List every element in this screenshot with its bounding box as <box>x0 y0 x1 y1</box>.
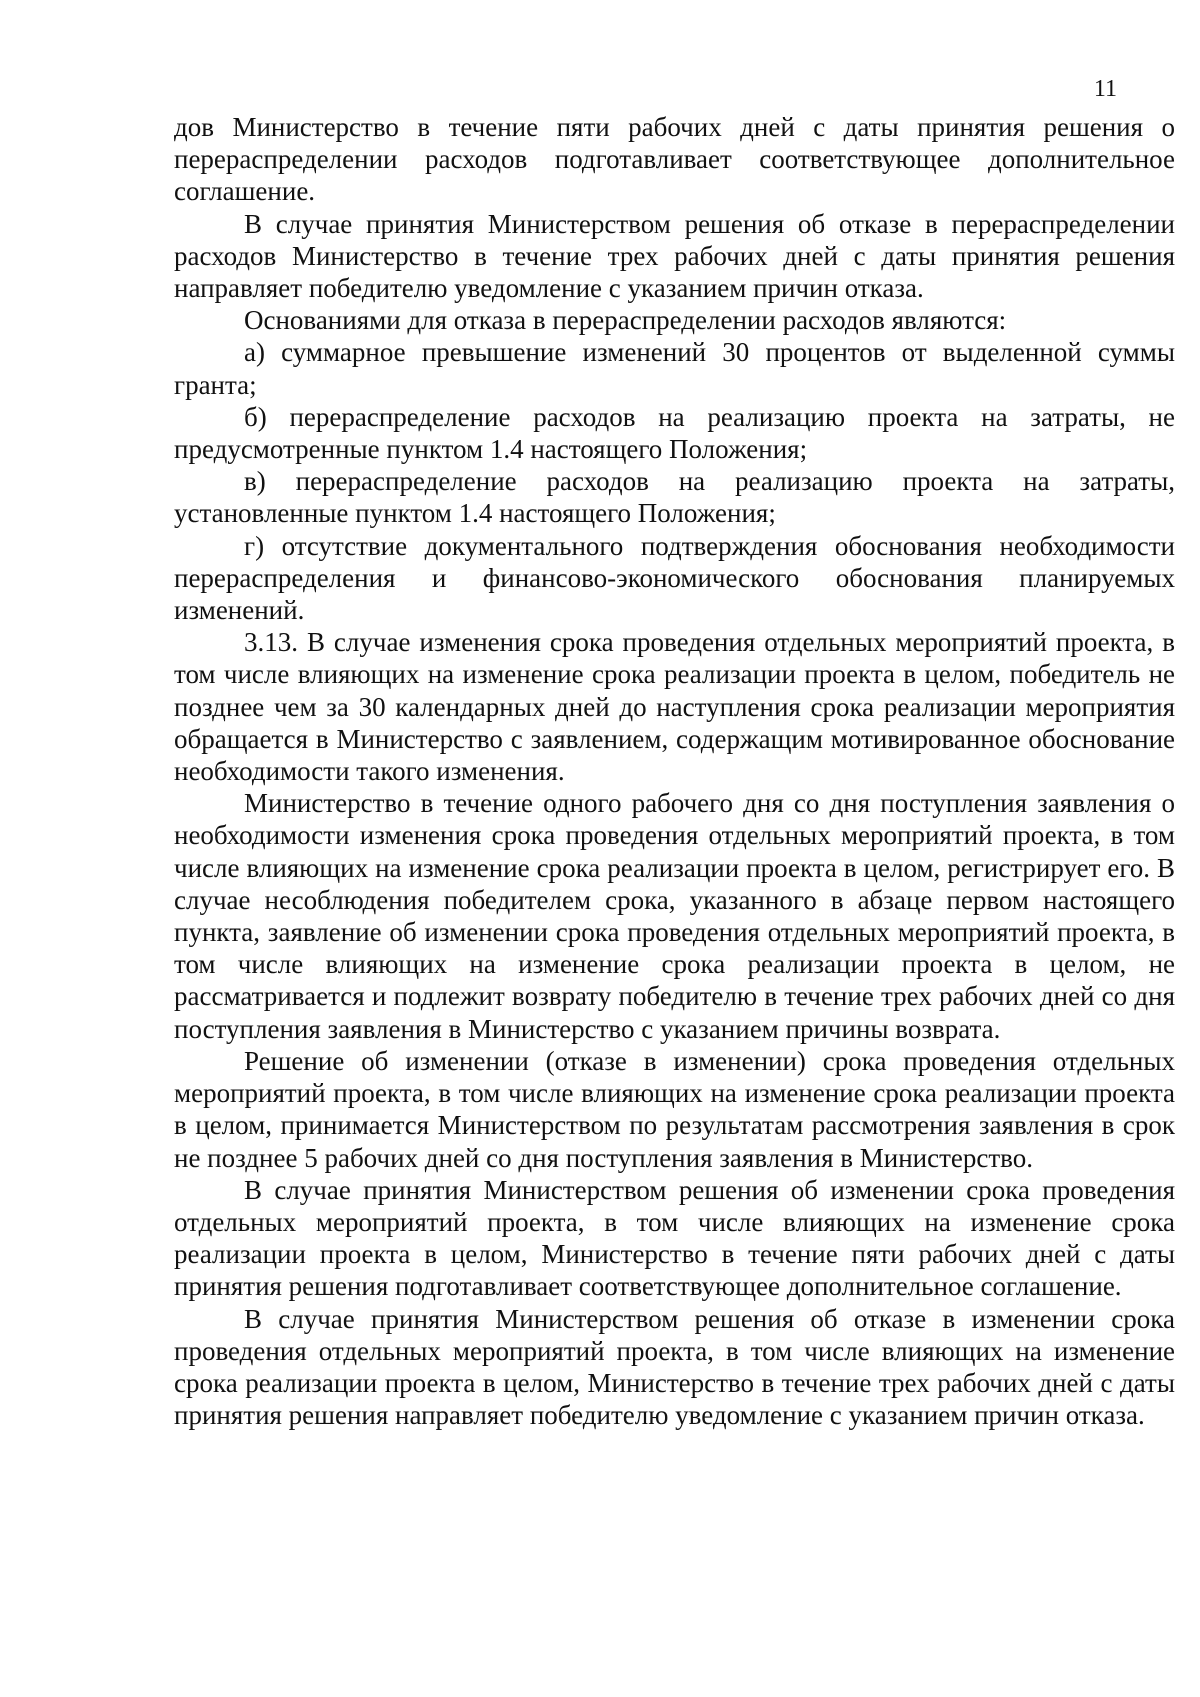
paragraph: Основаниями для отказа в перераспределении расходов являются: <box>244 305 1007 336</box>
paragraph: Министерство в течение одного рабочего дня со дня поступления заявления о необходимости изменения срока проведения отдельных мероприятий проекта, в том числе влияющих на изменение срока реализации проекта в целом, регистрирует его. В случае несоблюдения победителем срока, указанного в абзаце первом настоящего пункта, заявление об изменении срока проведения отдельных мероприятий проекта, в том числе влияющих на изменение срока реализации проекта в целом, не рассматривается и подлежит возврату победителю в течение трех рабочих дней со дня поступления заявления в Министерство с указанием причины возврата. <box>174 788 1175 1044</box>
paragraph: В случае принятия Министерством решения об изменении срока проведения отдельных мероприятий проекта, в том числе влияющих на изменение срока реализации проекта в целом, Министерство в течение пяти рабочих дней с даты принятия решения подготавливает соответствующее дополнительное соглашение. <box>174 1174 1175 1302</box>
paragraph: 3.13. В случае изменения срока проведения отдельных мероприятий проекта, в том числе влияющих на изменение срока реализации проекта в целом, победитель не позднее чем за 30 календарных дней до наступления срока реализации мероприятия обращается в Министерство с заявлением, содержащим мотивированное обоснование необходимости такого изменения. <box>174 627 1175 787</box>
paragraph: Решение об изменении (отказе в изменении) срока проведения отдельных мероприятий проекта, в том числе влияющих на изменение срока реализации проекта в целом, принимается Министерством по результатам рассмотрения заявления в срок не позднее 5 рабочих дней со дня поступления заявления в Министерство. <box>174 1045 1175 1173</box>
list-item: б) перераспределение расходов на реализацию проекта на затраты, не предусмотренные пунктом 1.4 настоящего Положения; <box>174 401 1175 465</box>
document-body <box>174 111 1175 1431</box>
list-item: в) перераспределение расходов на реализацию проекта на затраты, установленные пунктом 1.4 настоящего Положения; <box>174 466 1175 529</box>
paragraph: В случае принятия Министерством решения об отказе в перераспределении расходов Министерство в течение трех рабочих дней с даты принятия решения направляет победителю уведомление с указанием причин отказа. <box>174 208 1175 304</box>
paragraph: В случае принятия Министерством решения об отказе в изменении срока проведения отдельных мероприятий проекта, в том числе влияющих на изменение срока реализации проекта в целом, Министерство в течение трех рабочих дней с даты принятия решения направляет победителю уведомление с указанием причин отказа. <box>174 1303 1175 1431</box>
list-item: а) суммарное превышение изменений 30 процентов от выделенной суммы гранта; <box>174 337 1175 400</box>
list-item: г) отсутствие документального подтверждения обоснования необходимости перераспределения и финансово-экономического обоснования планируемых изменений. <box>174 530 1175 626</box>
page-number: 11 <box>1093 76 1117 102</box>
paragraph: дов Министерство в течение пяти рабочих дней с даты принятия решения о перераспределении расходов подготавливает соответствующее дополнительное соглашение. <box>174 112 1175 207</box>
